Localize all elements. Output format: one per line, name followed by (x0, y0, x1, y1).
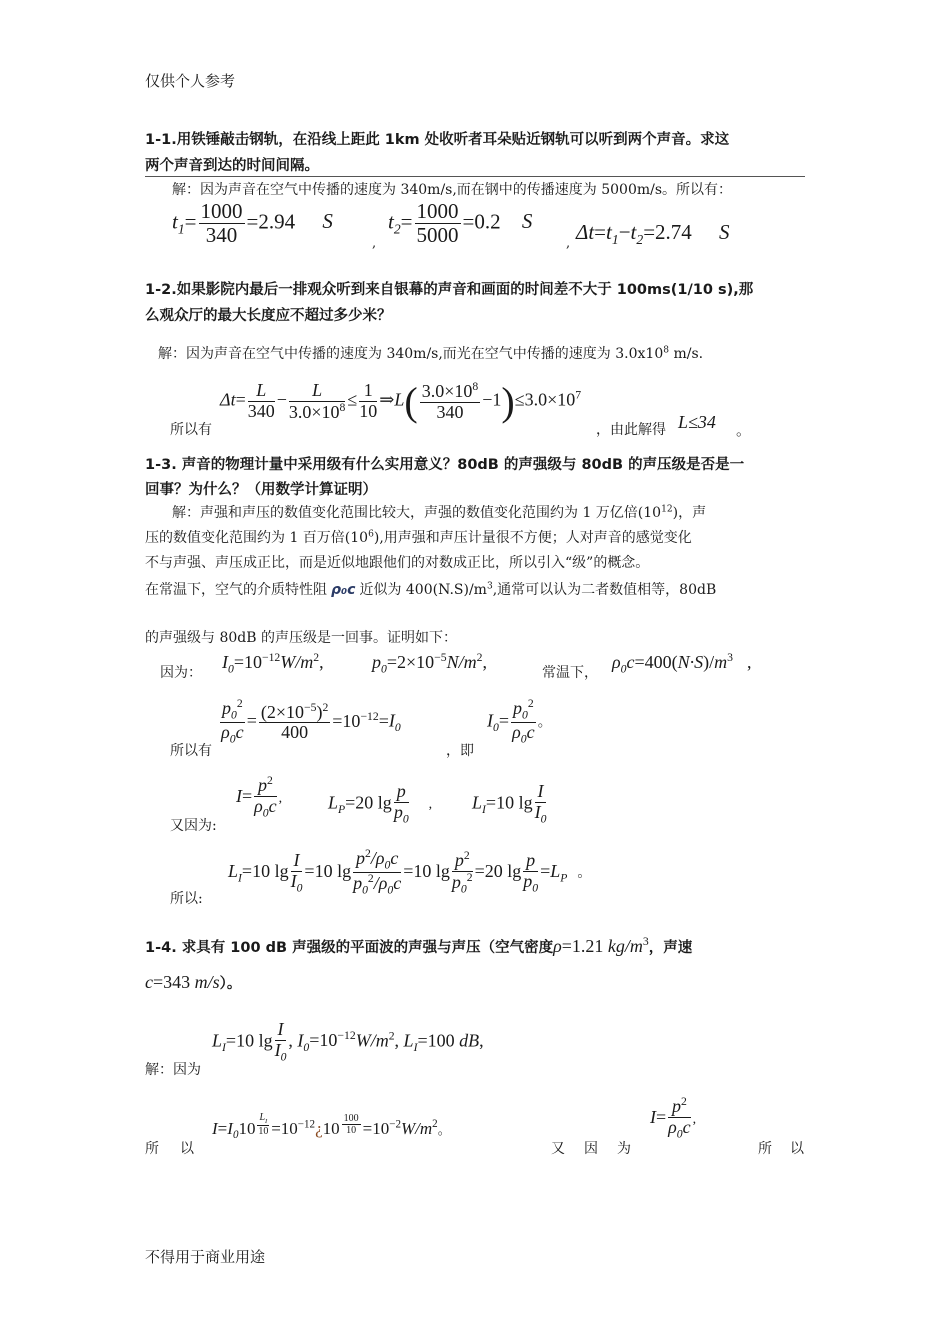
problem-1-3-body-line1: 解：声强和声压的数值变化范围比较大，声强的数值变化范围约为 1 万亿倍$(10^{12})$，声 (172, 504, 707, 521)
problem-1-4-title-line2: c=343 m/s）。 (145, 972, 242, 992)
equation-intensity-check: $\frac{p_0^2}{\rho_0c}$ = $\frac{(2\times 10^{-5})^2}{400}$ $=10^{-12}=I_0$ (221, 697, 401, 747)
equation-sound-intensity-level: $L_I=10$ lg $\frac{I}{I_0}$ (472, 781, 547, 826)
normal-temperature-label: 常温下， (542, 665, 598, 681)
title-divider (145, 176, 805, 177)
yin-char: 因 (584, 1141, 598, 1157)
suo-char-2: 所 (758, 1141, 772, 1157)
yi-char: 以 (180, 1141, 194, 1157)
equation-level-definition: $L_I=10$ lg $\frac{I}{I_0}$ , $I_0=10^{-12}W/m^2$, $L_I=100$ dB, (212, 1019, 484, 1064)
problem-1-1-title-line1: 1-1.用铁锤敲击钢轨，在沿线上距此 1km 处收听者耳朵贴近钢轨可以听到两个声音。求这 (145, 132, 730, 148)
therefore-label: 所以: (170, 891, 203, 907)
problem-1-1-title-line2: 两个声音到达的时间间隔。 (145, 158, 319, 174)
equation-t2: $t_2=$ $\frac{1000}{5000}$ =0.2 S (388, 199, 533, 248)
suo-char: 所 (145, 1141, 159, 1157)
equation-t1: $t_1=$ $\frac{1000}{340}$ =2.94 S (172, 199, 333, 248)
comma: , (566, 236, 571, 251)
problem-1-3-title-line1: 1-3. 声音的物理计量中采用级有什么实用意义？80dB 的声强级与 80dB 的声压级是否是一 (145, 457, 745, 473)
page-footer: 不得用于商业用途 (145, 1248, 266, 1266)
comma: , (372, 236, 377, 251)
wei-char: 为 (617, 1141, 631, 1157)
result-label: ，由此解得 (596, 422, 666, 438)
period: 。 (736, 421, 752, 439)
ie-label: ，即 (446, 743, 474, 759)
problem-1-3-body-line5: 的声强级与 80dB 的声压级是一回事。证明如下： (145, 630, 457, 646)
solution-because-label: 解：因为 (145, 1062, 201, 1078)
so-have-label: 所以有 (170, 422, 212, 438)
problem-1-2-title-line2: 么观众厅的最大长度应不超过多少米？ (145, 308, 392, 324)
equation-characteristic-impedance: $\rho_0c=400(N\cdot S)/m^3$ , (612, 651, 752, 676)
you-char: 又 (551, 1141, 565, 1157)
equation-reference-intensity: $I_0=10^{-12}W/m^2$, (222, 651, 324, 676)
problem-1-2-solution: 解：因为声音在空气中传播的速度为 340m/s,而光在空气中传播的速度为 $3.0x10^8$ m/s. (158, 345, 704, 362)
problem-1-3-body-line4: 在常温下，空气的介质特性阻 ρ₀c 近似为 $400(N.S)/m^3$,通常可以认为二者数值相等，80dB (145, 581, 717, 598)
yi-char-2: 以 (790, 1141, 804, 1157)
problem-1-2-title-line1: 1-2.如果影院内最后一排观众听到来自银幕的声音和画面的时间差不大于 100ms(1/10 s),那 (145, 282, 754, 298)
problem-1-3-title-line2: 回事？为什么？（用数学计算证明） (145, 482, 377, 498)
equation-intensity-pressure-2: I= $\frac{p^2}{\rho_0c}$ , (650, 1095, 697, 1141)
page-header: 仅供个人参考 (145, 72, 236, 90)
equation-intensity-pressure: I= $\frac{p^2}{\rho_0c}$ , (236, 774, 283, 820)
problem-1-3-body-line3: 不与声强、声压成正比，而是近似地跟他们的对数成正比，所以引入“级”的概念。 (145, 555, 650, 571)
problem-1-4-title-line1: 1-4. 求具有 100 dB 声强级的平面波的声强与声压（空气密度ρ=1.21 $kg/m^3$，声速 (145, 935, 693, 956)
equation-delta-t: $\Delta t=t_1-t_2=2.74$ S (576, 220, 730, 248)
problem-1-1-solution: 解：因为声音在空气中传播的速度为 340m/s,而在钢中的传播速度为 5000m/s。所以有： (172, 182, 733, 198)
so-have-label-2: 所以有 (170, 743, 212, 759)
equation-intensity-identity: $I_0=$ $\frac{p_0^2}{\rho_0c}$ 。 (487, 697, 552, 747)
result-value: L≤34 (678, 412, 716, 432)
problem-1-3-body-line2: 压的数值变化范围约为 1 百万倍$(10^6)$,用声强和声压计量很不方便；人对声音的感觉变化 (145, 529, 692, 546)
equation-level-equivalence: $L_I=10$ lg $\frac{I}{I_0}$ =10 lg $\frac{p^2/\rho_0c}{p_0^2/\rho_0c}$ =10 lg $\frac{p^2}{p_0^2}$ =20 lg $\frac{p}{p_0}$ $=L_P$ 。 (228, 847, 592, 898)
also-because-label: 又因为: (170, 818, 217, 834)
because-label: 因为： (160, 665, 202, 681)
equation-length-inequality: Δt= $\frac{L}{340}$ − $\frac{L}{3.0\times 10^8}$ ≤ $\frac{1}{10}$ ⇒L( $\frac{3.0\times 10^8}{340}$ $-1)\le 3.0\times 10^7$ (220, 379, 582, 424)
equation-intensity-result: $I=I_010$ $^{\frac{L_I}{10}}$ $=10^{-12}¿10$ $^{\frac{100}{10}}$ $=10^{-2}W/m^2$。 (212, 1112, 451, 1142)
equation-sound-pressure-level: $L_P=20$ lg $\frac{p}{p_0}$ , (328, 781, 433, 826)
equation-reference-pressure: $p_0=2\times 10^{-5}N/m^2$, (372, 651, 487, 676)
